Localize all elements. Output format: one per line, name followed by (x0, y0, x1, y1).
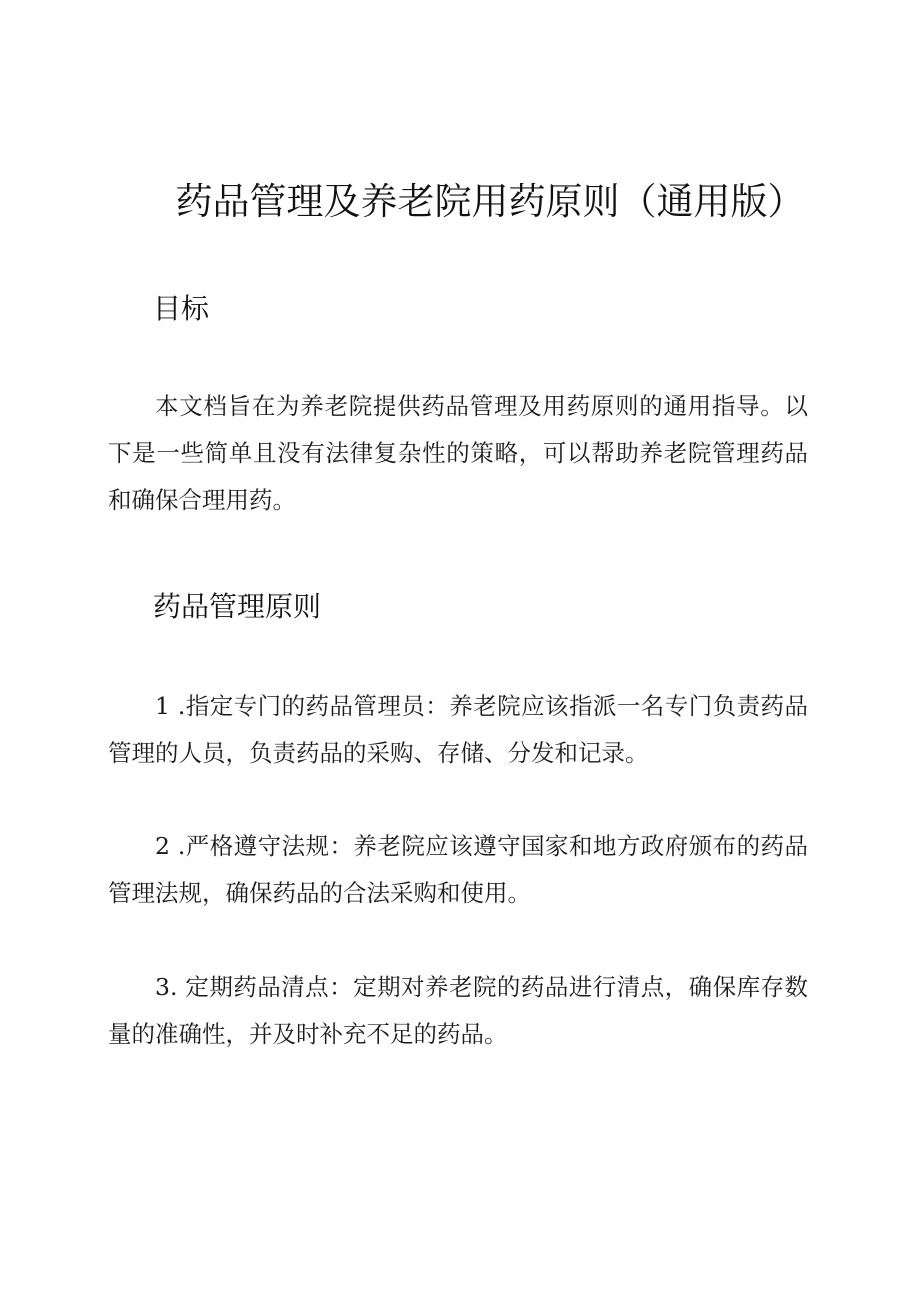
section-heading-drug-management-principles: 药品管理原则 (153, 590, 322, 623)
principle-item-2: 2 .严格遵守法规：养老院应该遵守国家和地方政府颁布的药品管理法规，确保药品的合法采购和使用。 (108, 832, 808, 907)
document-title: 药品管理及养老院用药原则（通用版） (175, 180, 805, 223)
intro-paragraph: 本文档旨在为养老院提供药品管理及用药原则的通用指导。以下是一些简单且没有法律复杂性的策略，可以帮助养老院管理药品和确保合理用药。 (108, 392, 808, 514)
principle-item-1: 1 .指定专门的药品管理员：养老院应该指派一名专门负责药品管理的人员，负责药品的采购、存储、分发和记录。 (108, 692, 808, 767)
section-heading-goal: 目标 (153, 292, 210, 325)
principle-item-3: 3. 定期药品清点：定期对养老院的药品进行清点，确保库存数量的准确性，并及时补充不足的药品。 (108, 973, 808, 1048)
